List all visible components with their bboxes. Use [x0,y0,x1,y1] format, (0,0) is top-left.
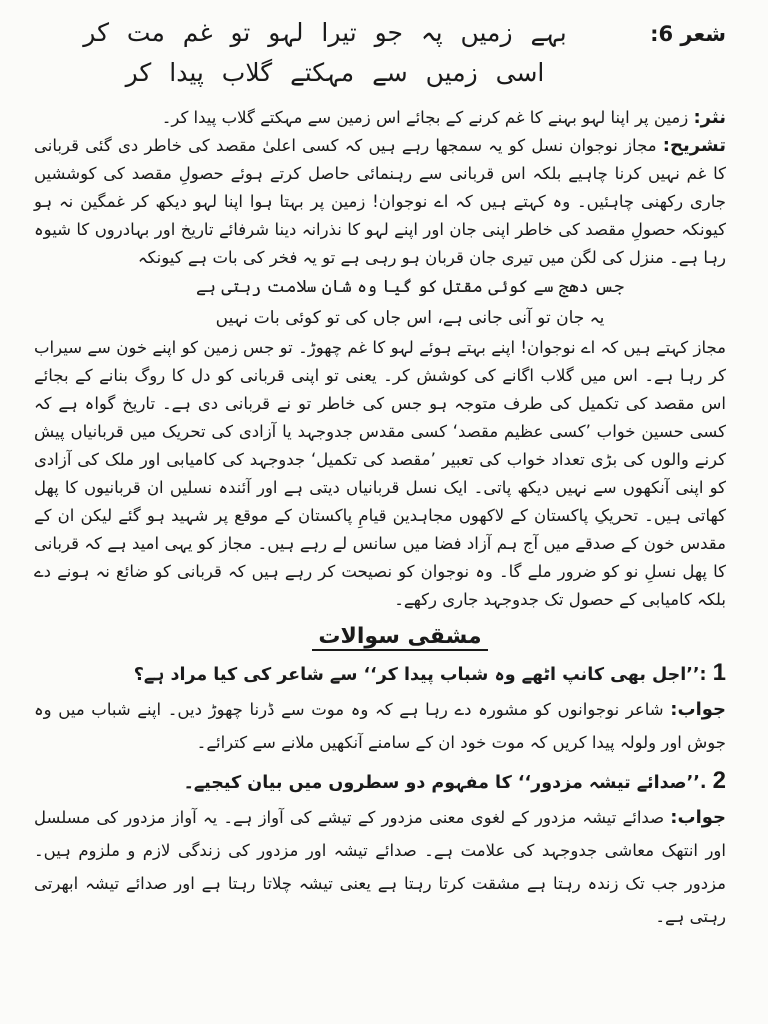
tashreeh-lead: تشریح: [662,135,726,156]
exercise-title: مشقی سوالات [312,624,487,651]
answer-2 [34,801,726,933]
question-1-text: :’’اجل بھی کانپ اٹھے وہ شباب پیدا کر‘‘ سے شاعر کی کیا مراد ہے؟ [133,665,707,685]
couplet-line-1: جس دھج سے کوئی مقتل کو گیا وہ شان سلامت رہتی ہے [196,277,624,297]
nasr-text: زمین پر اپنا لہو بہنے کا غم کرنے کے بجائے اس زمین سے مہکتے گلاب پیدا کر۔ [161,108,689,127]
question-1 [34,657,726,691]
tashreeh-text: مجاز نوجوان نسل کو یہ سمجھا رہے ہیں کہ کسی اعلیٰ مقصد کی خاطر دی گئی قربانی کا غم نہیں کرنا چاہیے بلکہ اس قربانی سے رہنمائی حاصل کرتے ہوئے حصولِ مقصد کی کوششیں جاری رکھنی چاہئیں۔ وہ کہتے ہیں کہ اے نوجوان! زمین پر بہتا ہوا اپنا لہو دیکھ کر غمگین نہ ہو کیونکہ حصولِ مقصد کی خاطر اپنی جان اور اپنے لہو کا نذرانہ دینا شرفائے تاریخ اور بہادروں کا شیوہ رہا ہے۔ منزل کی لگن میں تیری جان قربان ہو رہی ہے تو یہ فخر کی بات ہے کیونکہ [34,136,726,267]
answer-2-text: صدائے تیشہ مزدور کے لغوی معنی مزدور کے تیشے کی آواز ہے۔ یہ آواز مزدور کی مسلسل اور انتھک معاشی جدوجہد کی علامت ہے۔ صدائے تیشہ اور مزدور کی زندگی لازم و ملزوم ہیں۔ مزدور جب تک زندہ رہتا ہے مشقت کرتا رہتا ہے یعنی تیشہ چلاتا رہتا ہے اور صدائے تیشہ ابھرتی رہتی ہے۔ [34,808,726,926]
verse-block [34,8,726,104]
question-1-number: 1 [712,659,726,686]
tashreeh-paragraph [34,132,726,272]
question-2-text: .’’صدائے تیشہ مزدور‘‘ کا مفہوم دو سطروں میں بیان کیجیے۔ [183,773,707,793]
nasr-paragraph [34,104,726,132]
explanation-paragraph: مجاز کہتے ہیں کہ اے نوجوان! اپنے بہتے ہوئے لہو کا غم چھوڑ۔ تو جس زمین کو اپنے خون سے سیراب کر رہا ہے۔ اس میں گلاب اگانے کی کوشش کر۔ یعنی تو اپنی قربانی کو دل کا روگ بنانے کے بجائے اس مقصد کی تکمیل کی طرف متوجہ ہو جس کی خاطر تو نے قربانی دی ہے۔ تاریخ گواہ ہے کہ کسی حسین خواب ’کسی عظیم مقصد‘ کسی مقدس جدوجہد یا آزادی کی تحریک میں قربانیاں پیش کرنے والوں کی بڑی تعداد خواب کی تعبیر ’مقصد کی تکمیل‘ جدوجہد کی کامیابی اور ملک کی آزادی کو اپنی آنکھوں سے نہیں دیکھ پاتی۔ ایک نسل قربانیاں دیتی ہے اور آئندہ نسلیں ان قربانیوں کا پھل کھاتی ہیں۔ تحریکِ پاکستان کے لاکھوں مجاہدین قیامِ پاکستان کے موقع پر شہید ہو گئے لیکن ان کے مقدس خون کے صدقے میں آج ہم آزاد فضا میں سانس لے رہے ہیں۔ مجاز کو یہی امید ہے کہ قربانی کا پھل نسلِ نو کو ضرور ملے گا۔ وہ نوجوان کو نصیحت کر رہے ہیں کہ قربانی کو ضائع نہ ہونے دے بلکہ کامیابی کے حصول تک جدوجہد جاری رکھے۔ [34,338,726,609]
verse-line-2: اسی زمیں سے مہکتے گلاب پیدا کر [125,58,545,87]
answer-1 [34,693,726,759]
verse-label: شعر 6: [650,22,726,46]
answer-2-lead: جواب: [670,807,726,828]
question-2 [34,765,726,799]
answer-1-text: شاعر نوجوانوں کو مشورہ دے رہا ہے کہ وہ موت سے ڈرنا چھوڑ دیں۔ اپنے شباب میں وہ جوش اور ولولہ پیدا کریں کہ موت خود ان کے سامنے آنکھیں ملانے سے کترائے۔ [34,700,726,752]
exercise-heading [34,624,726,649]
answer-1-lead: جواب: [670,699,727,720]
couplet-line-2: یہ جان تو آنی جانی ہے، اس جاں کی تو کوئی بات نہیں [215,308,605,328]
nasr-lead: نثر: [693,107,726,128]
verse-line-1: بہے زمیں پہ جو تیرا لہو تو غم مت کر [83,18,567,47]
question-2-number: 2 [712,767,726,794]
